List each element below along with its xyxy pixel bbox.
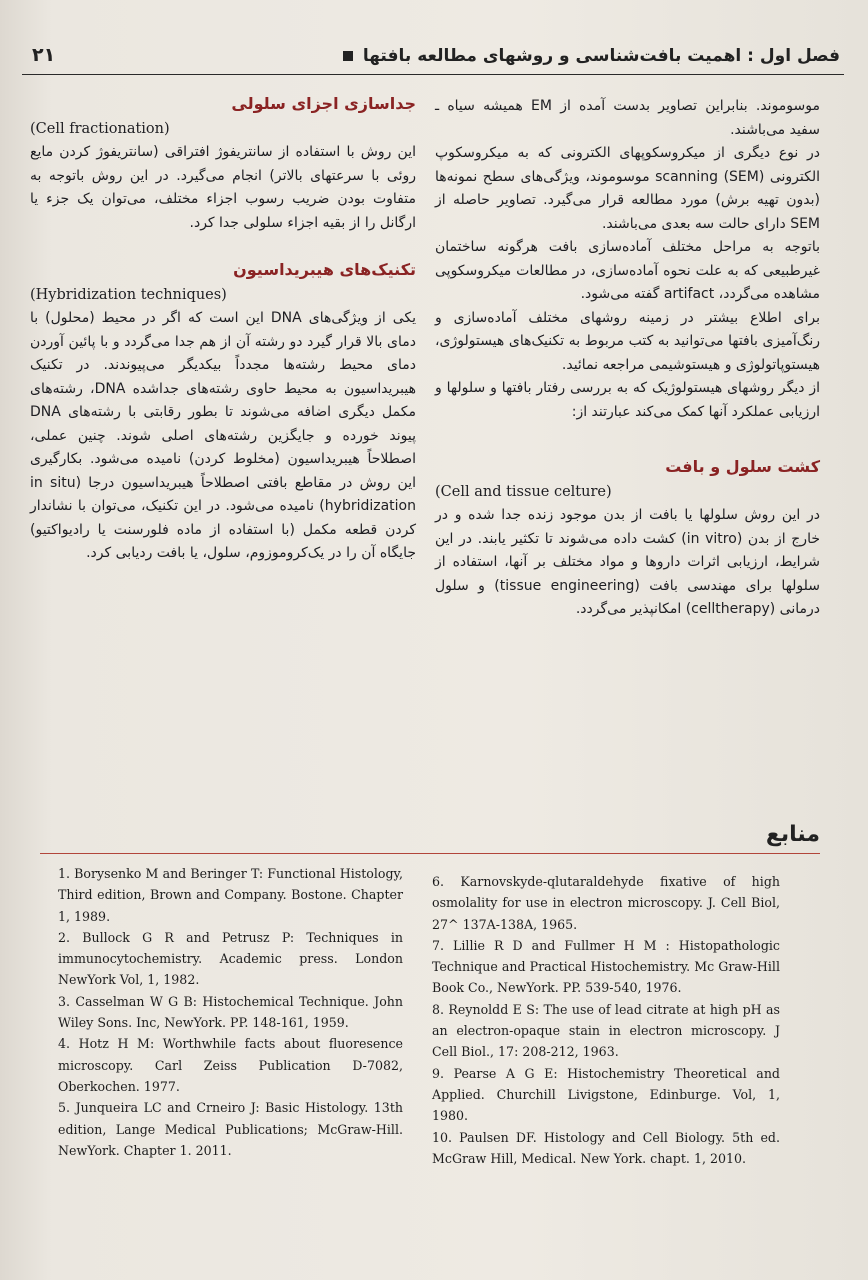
right-column xyxy=(435,95,820,622)
references-list-left xyxy=(58,863,403,1161)
running-header xyxy=(22,40,844,75)
references-list-right xyxy=(432,871,780,1169)
reference-item: 4. Hotz H M: Worthwhile facts about fluoresence microscopy. Carl Zeiss Publication D-7082, Oberkochen. 1977. xyxy=(58,1036,403,1094)
paragraph: باتوجه به مراحل مختلف آماده‌سازی بافت هرگونه ساختمان غیرطبیعی که به علت نحوه آماده‌سازی، در مطالعات میکروسکوپی مشاهده می‌گردد، artifact گفته می‌شود. xyxy=(435,239,820,302)
page-number: ۲۱ xyxy=(32,44,56,66)
paragraph: برای اطلاع بیشتر در زمینه روشهای مختلف آماده‌سازی و رنگ‌آمیزی بافتها می‌توانید به کتب مربوط به تکنیک‌های هیستولوژی، هیستوپاتولوژی و هیستوشیمی مراجعه نمائید. xyxy=(435,309,820,373)
reference-item: 3. Casselman W G B: Histochemical Technique. John Wiley Sons. Inc, NewYork. PP. 148-161, 1959. xyxy=(58,993,403,1031)
paragraph: موسوموند. بنابراین تصاویر بدست آمده از EM همیشه سیاه ـ سفید می‌باشند. xyxy=(435,98,820,138)
reference-item: 10. Paulsen DF. Histology and Cell Biology. 5th ed. McGraw Hill, Medical. New York. chapt. 1, 2010. xyxy=(432,1129,780,1166)
chapter-title xyxy=(335,46,840,66)
reference-item: 7. Lillie R D and Fullmer H M : Histopathologic Technique and Practical Histochemistry. Mc Graw-Hill Book Co., NewYork. PP. 539-540, 1976. xyxy=(432,937,780,996)
paragraph: در نوع دیگری از میکروسکوپهای الکترونی که به میکروسکوپ الکترونی scanning (SEM) موسوموند، ویژگی‌های سطح نمونه‌ها (بدون تهیه برش) مورد مطالعه قرار می‌گیرد. تصاویر حاصله از SEM دارای حالت سه بعدی می‌باشند. xyxy=(435,145,820,232)
paragraph: از دیگر روشهای هیستولوژیک که به بررسی رفتار بافتها و سلولها و ارزیابی عملکرد آنها کمک می‌کند عبارتند از: xyxy=(435,380,820,420)
section-heading-english: (Cell fractionation) xyxy=(30,121,170,137)
paragraph: در این روش سلولها یا بافت از بدن موجود زنده جدا شده و در خارج از بدن (in vitro) کشت داده می‌شوند تا تکثیر یابند. در این شرایط، ارزیابی اثرات داروها و مواد مختلف بر آنها، استفاده از سلولها برای مهندسی بافت (tissue engineering) و سلول درمانی (celltherapy) امکانپذیر می‌گردد. xyxy=(435,507,821,617)
reference-item: 6. Karnovskyde-qlutaraldehyde fixative of high osmolality for use in electron microscopy. J. Cell Biol, 27^ 137A-138A, 1965. xyxy=(432,874,780,932)
references-divider xyxy=(40,853,820,854)
chapter-title-text: فصل اول : اهمیت بافت‌شناسی و روشهای مطالعه بافتها xyxy=(362,46,840,66)
reference-item: 9. Pearse A G E: Histochemistry Theoretical and Applied. Churchill Livigstone, Edinburge. Vol, 1, 1980. xyxy=(432,1065,780,1124)
references-title: منابع xyxy=(765,822,820,847)
reference-item: 8. Reynoldd E S: The use of lead citrate at high pH as an electron-opaque stain in electron microscopy. J Cell Biol., 17: 208-212, 1963. xyxy=(432,1001,780,1060)
paragraph: این روش با استفاده از سانتریفوژ افتراقی (سانتریفوژ کردن مایع روئی با سرعتهای بالاتر) انجام می‌گیرد. در این روش باتوجه به متفاوت بودن ضریب رسوب اجزاء مختلف، می‌توان یک جزء یا ارگانل را از بقیه اجزاء سلولی جدا کرد. xyxy=(30,144,416,231)
section-heading-english: (Hybridization techniques) xyxy=(30,287,227,303)
reference-item: 2. Bullock G R and Petrusz P: Techniques in immunocytochemistry. Academic press. London NewYork Vol, 1, 1982. xyxy=(58,929,403,988)
section-heading-cell-fractionation: جداسازی اجزای سلولی xyxy=(231,94,416,113)
section-heading-hybridization: تکنیک‌های هیبریداسیون xyxy=(233,260,416,279)
section-heading-cell-culture: کشت سلول و بافت xyxy=(665,457,820,476)
left-column xyxy=(30,95,416,566)
paragraph: یکی از ویژگی‌های DNA این است که اگر در محیط (محلول) با دمای بالا قرار گیرد دو رشته آن از هم جدا می‌گردد و با پائین آوردن دمای محیط رشته‌ها مجدداً بیکدیگر می‌پیوندند. در تکنیک هیبریداسیون به محیط حاوی رشته‌های جداشده DNA، رشته‌های مکمل دیگری اضافه می‌شوند تا بطور رقابتی با رشته‌های DNA پیوند خورده و جایگزین رشته‌های اصلی شوند. چنین عملی، اصطلاحاً هیبریداسیون (مخلوط کردن) نامیده می‌شود. بکارگیری این روش در مقاطع بافتی اصطلاحاً هیبریداسیون درجا (in situ hybridization) نامیده می‌شود. در این تکنیک، می‌توان با نشاندار کردن قطعه مکمل (با استفاده از ماده فلورسنت یا رادیواکتیو) جایگاه آن را در یک‌کروموزوم، سلول، یا بافت ردیابی کرد. xyxy=(30,310,417,561)
square-bullet-icon xyxy=(343,51,353,61)
reference-item: 1. Borysenko M and Beringer T: Functional Histology, Third edition, Brown and Company. Bostone. Chapter 1, 1989. xyxy=(58,866,403,924)
section-heading-english: (Cell and tissue celture) xyxy=(435,484,612,500)
reference-item: 5. Junqueira LC and Crneiro J: Basic Histology. 13th edition, Lange Medical Publications; McGraw-Hill. NewYork. Chapter 1. 2011. xyxy=(58,1100,403,1158)
